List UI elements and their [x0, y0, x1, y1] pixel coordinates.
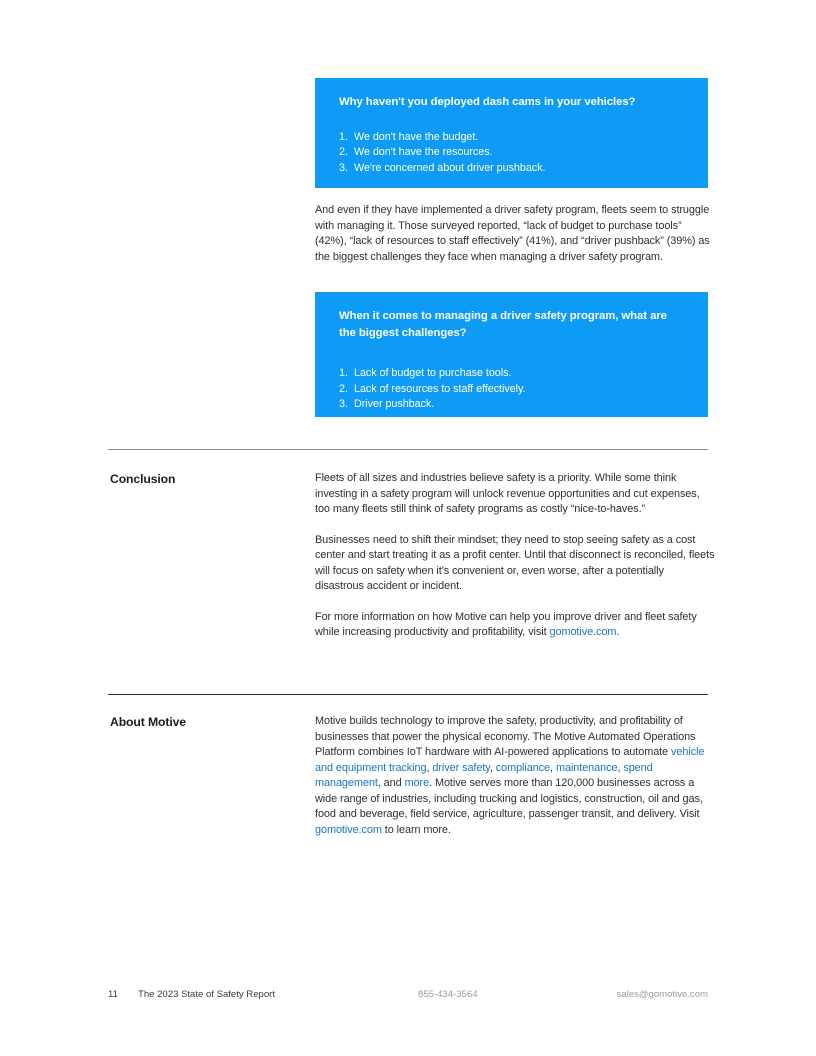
paragraph: Businesses need to shift their mindset; they need to stop seeing safety as a cost center and start treating it as a profit center. Until that disconnect is reconciled, fleets will focus on safety when it's convenient or, even worse, after a potentially disastrous accident or incident.	[315, 533, 715, 592]
callout-answer-list	[339, 130, 684, 177]
paragraph-text: .	[616, 626, 620, 638]
link-more[interactable]: more	[404, 777, 430, 789]
list-item-label: Lack of budget to purchase tools.	[354, 367, 512, 379]
list-item-label: We don't have the budget.	[354, 130, 479, 143]
list-item-number: 1.	[339, 130, 348, 143]
section-divider-conclusion	[108, 449, 708, 450]
callout-box-dash-cams	[315, 78, 708, 188]
intro-paragraph: And even if they have implemented a driver safety program, fleets seem to struggle with managing it. Those surveyed reported, “lack of budget to purchase tools” (42%), “lack of resources to staff effectively” (41%), and “driver pushback” (39%) as the biggest challenges they face when managing a driver safety program.	[315, 204, 710, 263]
paragraph-text: ,	[489, 761, 496, 774]
link-vehicle-and-equipment-tracking[interactable]: vehicle and equipment tracking	[315, 746, 705, 774]
section-body-about-motive	[315, 714, 715, 838]
paragraph-text: ,	[550, 761, 556, 774]
link-gomotive-com[interactable]: gomotive.com	[549, 626, 617, 638]
link-driver-safety[interactable]: driver safety	[432, 761, 490, 774]
list-item-label: Driver pushback.	[354, 398, 435, 411]
link-spend-management[interactable]: spend management	[315, 761, 653, 789]
link-gomotive-com-about[interactable]: gomotive.com	[315, 823, 382, 836]
section-body-conclusion	[315, 471, 715, 641]
list-item	[339, 161, 684, 177]
paragraph-text: ,	[617, 761, 624, 774]
paragraph-text: . Motive serves more than 120,000 businesses across a wide range of industries, including trucking and logistics, construction, oil and gas, food and beverage, field service, agriculture, passenger transit, and delivery. Visit	[315, 777, 703, 820]
paragraph-text: ,	[426, 761, 433, 774]
page-footer	[108, 989, 708, 1003]
callout-question: When it comes to managing a driver safety program, what are the biggest challenges?	[339, 310, 667, 339]
list-item-number: 2.	[339, 382, 348, 395]
paragraph-text: Motive builds technology to improve the safety, productivity, and profitability of businesses that power the physical economy. The Motive Automated Operations Platform combines IoT hardware with AI-powered applications to automate	[315, 715, 696, 758]
footer-phone-number: 855-434-3564	[418, 989, 478, 1000]
link-compliance[interactable]: compliance	[495, 761, 551, 774]
paragraph	[315, 714, 715, 838]
list-item	[339, 130, 684, 146]
paragraph	[315, 610, 715, 641]
list-item-number: 2.	[339, 146, 348, 159]
list-item-label: We're concerned about driver pushback.	[354, 161, 546, 174]
list-item-number: 1.	[339, 367, 348, 379]
footer-document-title: The 2023 State of Safety Report	[138, 989, 275, 1000]
list-item	[339, 397, 684, 413]
callout-box-biggest-challenges	[315, 292, 708, 417]
callout-answer-list	[339, 366, 684, 413]
list-item	[339, 145, 684, 161]
list-item-label: Lack of resources to staff effectively.	[354, 382, 526, 395]
paragraph-text: , and	[377, 777, 405, 789]
list-item-label: We don't have the resources.	[354, 146, 493, 159]
list-item	[339, 366, 684, 382]
section-divider-about	[108, 694, 708, 695]
paragraph-text: to learn more.	[381, 823, 451, 836]
list-item	[339, 382, 684, 398]
link-maintenance[interactable]: maintenance	[555, 761, 618, 774]
footer-email-address: sales@gomotive.com	[616, 989, 708, 1000]
paragraph: Fleets of all sizes and industries believe safety is a priority. While some think investing in a safety program will unlock revenue opportunities and cut expenses, too many fleets still think of safety programs as costly “nice-to-haves.”	[315, 472, 700, 515]
section-heading-conclusion: Conclusion	[110, 472, 176, 486]
paragraph-text: For more information on how Motive can help you improve driver and fleet safety while increasing productivity and profitability, visit	[315, 610, 697, 638]
list-item-number: 3.	[339, 161, 348, 174]
list-item-number: 3.	[339, 398, 348, 411]
section-heading-about-motive: About Motive	[110, 715, 186, 729]
footer-page-number: 11	[108, 989, 118, 1000]
callout-question: Why haven't you deployed dash cams in your vehicles?	[339, 96, 636, 108]
